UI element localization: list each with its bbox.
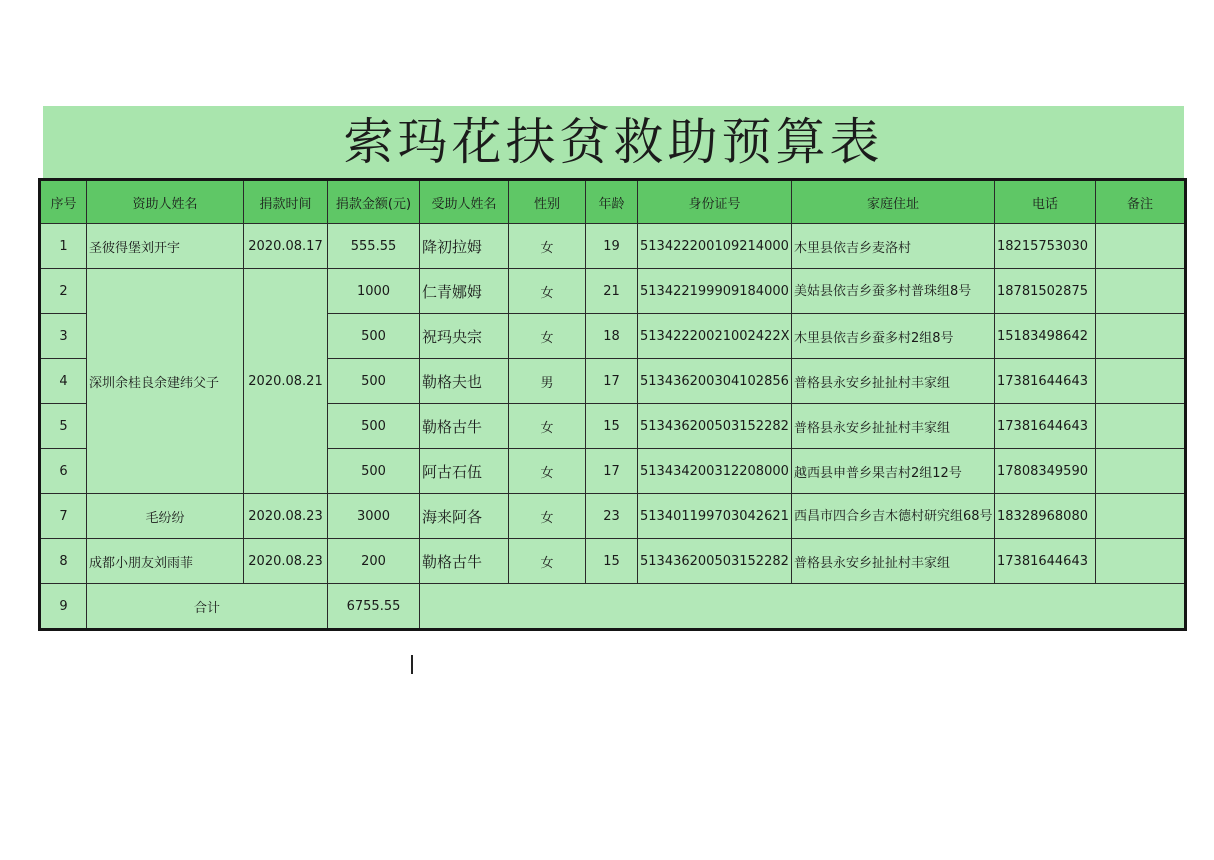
table-row	[40, 269, 1186, 314]
cell-address: 西昌市四合乡吉木德村研究组68号	[792, 494, 995, 539]
cell-note	[1096, 314, 1186, 359]
cell-age: 19	[586, 224, 638, 269]
cell-id: 513422199909184000	[638, 269, 792, 314]
cell-phone: 17808349590	[995, 449, 1096, 494]
cell-gender: 女	[509, 314, 586, 359]
cell-phone: 18328968080	[995, 494, 1096, 539]
cell-phone: 17381644643	[995, 539, 1096, 584]
cell-donor: 深圳余桂良余建纬父子	[87, 269, 244, 494]
cell-age: 15	[586, 539, 638, 584]
cell-id: 513436200503152282	[638, 404, 792, 449]
cell-amount: 500	[328, 404, 420, 449]
cell-address: 美姑县依吉乡蚕多村普珠组8号	[792, 269, 995, 314]
cell-gender: 女	[509, 494, 586, 539]
header-donor: 资助人姓名	[87, 180, 244, 224]
header-age: 年龄	[586, 180, 638, 224]
cell-address: 木里县依吉乡蚕多村2组8号	[792, 314, 995, 359]
cell-recipient: 勒格古牛	[420, 539, 509, 584]
cell-recipient: 阿古石伍	[420, 449, 509, 494]
header-amount: 捐款金额(元)	[328, 180, 420, 224]
cell-date: 2020.08.17	[244, 224, 328, 269]
cell-age: 23	[586, 494, 638, 539]
cell-donor: 圣彼得堡刘开宇	[87, 224, 244, 269]
cell-recipient: 祝玛央宗	[420, 314, 509, 359]
cell-no: 6	[40, 449, 87, 494]
cell-recipient: 海来阿各	[420, 494, 509, 539]
cell-date: 2020.08.21	[244, 269, 328, 494]
cell-phone: 18215753030	[995, 224, 1096, 269]
cell-age: 17	[586, 449, 638, 494]
total-blank	[420, 584, 1186, 630]
cell-phone: 17381644643	[995, 359, 1096, 404]
cell-note	[1096, 449, 1186, 494]
cell-recipient: 勒格夫也	[420, 359, 509, 404]
cell-donor: 成都小朋友刘雨菲	[87, 539, 244, 584]
cell-note	[1096, 539, 1186, 584]
table-row	[40, 539, 1186, 584]
page-title: 索玛花扶贫救助预算表	[343, 113, 884, 171]
cell-donor: 毛纷纷	[87, 494, 244, 539]
cell-recipient: 仁青娜姆	[420, 269, 509, 314]
total-amount: 6755.55	[328, 584, 420, 630]
header-date: 捐款时间	[244, 180, 328, 224]
header-no: 序号	[40, 180, 87, 224]
cell-note	[1096, 359, 1186, 404]
cell-amount: 500	[328, 449, 420, 494]
cell-address: 木里县依吉乡麦洛村	[792, 224, 995, 269]
cell-no: 1	[40, 224, 87, 269]
header-phone: 电话	[995, 180, 1096, 224]
cell-gender: 女	[509, 404, 586, 449]
cell-no: 2	[40, 269, 87, 314]
cell-address: 普格县永安乡扯扯村丰家组	[792, 404, 995, 449]
cell-gender: 女	[509, 269, 586, 314]
header-recipient: 受助人姓名	[420, 180, 509, 224]
scan-mark	[411, 655, 413, 674]
cell-no: 3	[40, 314, 87, 359]
cell-note	[1096, 269, 1186, 314]
cell-id: 513401199703042621	[638, 494, 792, 539]
cell-recipient: 勒格古牛	[420, 404, 509, 449]
total-row	[40, 584, 1186, 630]
cell-amount: 500	[328, 359, 420, 404]
cell-id: 51342220021002422X	[638, 314, 792, 359]
cell-amount: 200	[328, 539, 420, 584]
cell-amount: 555.55	[328, 224, 420, 269]
cell-age: 17	[586, 359, 638, 404]
total-label: 合计	[87, 584, 328, 630]
cell-phone: 15183498642	[995, 314, 1096, 359]
budget-table	[38, 178, 1187, 631]
cell-id: 513436200304102856	[638, 359, 792, 404]
cell-no: 4	[40, 359, 87, 404]
cell-gender: 女	[509, 539, 586, 584]
cell-age: 18	[586, 314, 638, 359]
cell-id: 513436200503152282	[638, 539, 792, 584]
cell-gender: 女	[509, 449, 586, 494]
cell-date: 2020.08.23	[244, 539, 328, 584]
table-row	[40, 494, 1186, 539]
cell-phone: 17381644643	[995, 404, 1096, 449]
cell-no: 5	[40, 404, 87, 449]
cell-recipient: 降初拉姆	[420, 224, 509, 269]
cell-gender: 男	[509, 359, 586, 404]
table-row	[40, 224, 1186, 269]
header-gender: 性别	[509, 180, 586, 224]
cell-note	[1096, 404, 1186, 449]
header-id: 身份证号	[638, 180, 792, 224]
cell-note	[1096, 224, 1186, 269]
cell-gender: 女	[509, 224, 586, 269]
cell-address: 越西县申普乡果吉村2组12号	[792, 449, 995, 494]
header-address: 家庭住址	[792, 180, 995, 224]
cell-no: 9	[40, 584, 87, 630]
cell-no: 7	[40, 494, 87, 539]
cell-address: 普格县永安乡扯扯村丰家组	[792, 539, 995, 584]
cell-address: 普格县永安乡扯扯村丰家组	[792, 359, 995, 404]
cell-id: 513434200312208000	[638, 449, 792, 494]
cell-age: 21	[586, 269, 638, 314]
header-note: 备注	[1096, 180, 1186, 224]
cell-age: 15	[586, 404, 638, 449]
title-band	[43, 106, 1184, 178]
header-row	[40, 180, 1186, 224]
cell-no: 8	[40, 539, 87, 584]
budget-document	[38, 106, 1184, 622]
cell-amount: 1000	[328, 269, 420, 314]
cell-amount: 3000	[328, 494, 420, 539]
cell-date: 2020.08.23	[244, 494, 328, 539]
cell-amount: 500	[328, 314, 420, 359]
cell-phone: 18781502875	[995, 269, 1096, 314]
cell-note	[1096, 494, 1186, 539]
cell-id: 513422200109214000	[638, 224, 792, 269]
